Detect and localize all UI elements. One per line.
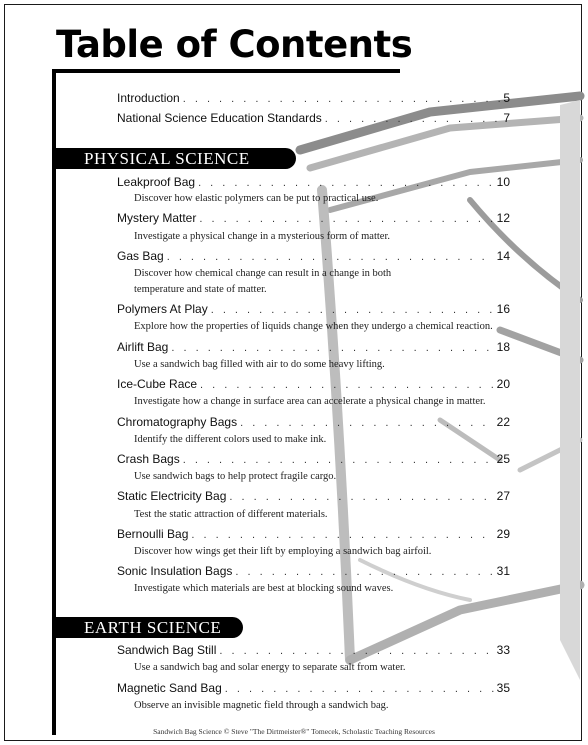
toc-leader-dots: [167, 250, 494, 265]
toc-leader-dots: [183, 453, 494, 468]
toc-entry-label: Static Electricity Bag: [117, 489, 227, 503]
toc-entry[interactable]: [117, 211, 510, 227]
toc-entry-page: 12: [496, 211, 510, 225]
toc-entry[interactable]: [117, 564, 510, 580]
toc-entry[interactable]: [117, 452, 510, 468]
toc-entry-page: 29: [496, 527, 510, 541]
title-underline: [52, 69, 400, 73]
toc-entry-page: 7: [503, 111, 510, 125]
toc-leader-dots: [199, 212, 493, 227]
toc-entry-page: 25: [496, 452, 510, 466]
toc-entry-page: 33: [496, 643, 510, 657]
toc-entry-label: Mystery Matter: [117, 211, 197, 225]
toc-entry-description: temperature and state of matter.: [134, 284, 267, 295]
toc-entry-label: Airlift Bag: [117, 340, 169, 354]
toc-entry-page: 35: [496, 681, 510, 695]
toc-entry[interactable]: [117, 377, 510, 393]
toc-entry-page: 18: [496, 340, 510, 354]
toc-entry-page: 27: [496, 489, 510, 503]
toc-entry-label: Sandwich Bag Still: [117, 643, 217, 657]
toc-entry-introduction[interactable]: [117, 91, 510, 107]
toc-entry-label: National Science Education Standards: [117, 111, 322, 125]
toc-leader-dots: [191, 528, 493, 543]
toc-leader-dots: [211, 303, 494, 318]
toc-entry-page: 20: [496, 377, 510, 391]
toc-entry-page: 10: [496, 175, 510, 189]
toc-entry[interactable]: [117, 175, 510, 191]
toc-entry-description: Identify the different colors used to make ink.: [134, 434, 327, 445]
toc-entry[interactable]: [117, 489, 510, 505]
toc-entry[interactable]: [117, 340, 510, 356]
toc-entry[interactable]: [117, 249, 510, 265]
toc-entry[interactable]: [117, 681, 510, 697]
toc-entry-description: Discover how chemical change can result in a change in both: [134, 268, 392, 279]
toc-entry[interactable]: [117, 302, 510, 318]
toc-entry-page: 31: [496, 564, 510, 578]
toc-entry-label: Crash Bags: [117, 452, 180, 466]
section-heading-physical-science: PHYSICAL SCIENCE: [56, 148, 296, 169]
page-title: Table of Contents: [56, 23, 413, 66]
toc-entry-label: Leakproof Bag: [117, 175, 196, 189]
toc-entry[interactable]: [117, 527, 510, 543]
toc-leader-dots: [235, 565, 493, 580]
toc-entry-description: Discover how wings get their lift by employing a sandwich bag airfoil.: [134, 546, 432, 557]
toc-entry-description: Investigate a physical change in a mysterious form of matter.: [134, 231, 391, 242]
toc-entry-description: Use sandwich bags to help protect fragile cargo.: [134, 471, 337, 482]
toc-entry[interactable]: [117, 415, 510, 431]
toc-entry-label: Chromatography Bags: [117, 415, 238, 429]
toc-leader-dots: [198, 176, 494, 191]
toc-entry-page: 14: [496, 249, 510, 263]
toc-leader-dots: [171, 341, 493, 356]
toc-entry-label: Gas Bag: [117, 249, 164, 263]
toc-entry-label: Sonic Insulation Bags: [117, 564, 233, 578]
section-heading-earth-science: EARTH SCIENCE: [56, 617, 243, 638]
toc-leader-dots: [200, 378, 494, 393]
toc-leader-dots: [229, 490, 493, 505]
toc-entry-label: Introduction: [117, 91, 180, 105]
toc-entry-description: Use a sandwich bag filled with air to do some heavy lifting.: [134, 359, 385, 370]
toc-entry-description: Discover how elastic polymers can be put to practical use.: [134, 193, 379, 204]
toc-leader-dots: [325, 112, 501, 127]
toc-entry-description: Investigate how a change in surface area can accelerate a physical change in matter.: [134, 396, 486, 407]
toc-entry-page: 16: [496, 302, 510, 316]
toc-entry-label: Magnetic Sand Bag: [117, 681, 222, 695]
toc-entry-page: 5: [503, 91, 510, 105]
toc-leader-dots: [219, 644, 493, 659]
toc-entry-label: Bernoulli Bag: [117, 527, 189, 541]
toc-entry-label: Polymers At Play: [117, 302, 208, 316]
toc-entry-description: Test the static attraction of different materials.: [134, 509, 328, 520]
toc-entry-page: 22: [496, 415, 510, 429]
toc-entry[interactable]: [117, 643, 510, 659]
toc-leader-dots: [225, 682, 494, 697]
toc-entry-description: Explore how the properties of liquids change when they undergo a chemical reaction.: [134, 321, 493, 332]
toc-entry-description: Observe an invisible magnetic field through a sandwich bag.: [134, 700, 389, 711]
toc-leader-dots: [240, 416, 494, 431]
toc-entry-label: Ice-Cube Race: [117, 377, 198, 391]
page-footer: Sandwich Bag Science © Steve "The Dirtmeister®" Tomecek, Scholastic Teaching Resources: [153, 727, 435, 736]
toc-leader-dots: [183, 92, 501, 107]
toc-entry-standards[interactable]: [117, 111, 510, 127]
toc-entry-description: Use a sandwich bag and solar energy to separate salt from water.: [134, 662, 406, 673]
toc-entry-description: Investigate which materials are best at blocking sound waves.: [134, 583, 394, 594]
